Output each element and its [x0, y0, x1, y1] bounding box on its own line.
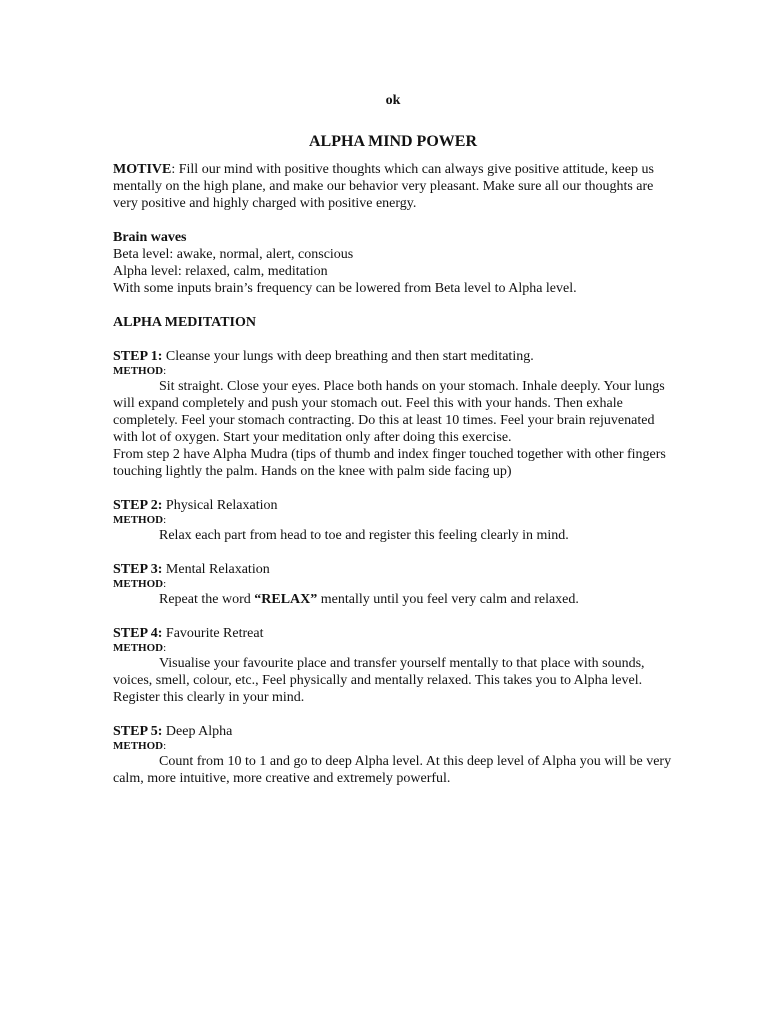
step-4-body: Visualise your favourite place and transfer yourself mentally to that place with sounds, voices, smell, colour, etc., Feel physically and mentally relaxed. This takes you to Alpha level. Register this clearly in your mind.	[113, 656, 645, 705]
step-1-header	[113, 348, 673, 365]
step-5-label: STEP 5:	[113, 724, 163, 739]
step-5-method-label	[113, 740, 673, 753]
brain-waves-section	[113, 229, 673, 297]
method-label-text: METHOD	[113, 365, 164, 377]
motive-label: MOTIVE	[113, 162, 172, 177]
method-label-text: METHOD	[113, 642, 164, 654]
motive-text: : Fill our mind with positive thoughts which can always give positive attitude, keep us mentally on the high plane, and make our behavior very pleasant. Make sure all our thoughts are very positive and highly charged with positive energy.	[113, 162, 654, 211]
step-4-title: Favourite Retreat	[162, 626, 264, 641]
step-2-header	[113, 497, 673, 514]
step-4	[113, 625, 673, 706]
step-5-header	[113, 723, 673, 740]
step-3-body	[113, 591, 673, 608]
step-1-body: Sit straight. Close your eyes. Place both hands on your stomach. Inhale deeply. Your lungs will expand completely and push your stomach out. Feel this with your hands. Then exhale completely. Feel your stomach contracting. Do this at least 10 times. Feel your brain rejuvenated with lot of oxygen. Start your meditation only after doing this exercise.	[113, 379, 665, 445]
step-2-body: Relax each part from head to toe and register this feeling clearly in mind.	[159, 528, 569, 543]
method-colon: :	[163, 740, 167, 752]
motive-paragraph	[113, 161, 673, 212]
step-3-header	[113, 561, 673, 578]
step-3-body-after: mentally until you feel very calm and relaxed.	[317, 592, 579, 607]
step-3	[113, 561, 673, 608]
method-colon: :	[163, 365, 167, 377]
method-label-text: METHOD	[113, 578, 164, 590]
beta-level-line: Beta level: awake, normal, alert, conscious	[113, 247, 354, 262]
frequency-line: With some inputs brain’s frequency can be lowered from Beta level to Alpha level.	[113, 281, 577, 296]
method-colon: :	[163, 514, 167, 526]
method-label-text: METHOD	[113, 514, 164, 526]
step-5-body: Count from 10 to 1 and go to deep Alpha level. At this deep level of Alpha you will be very calm, more intuitive, more creative and extremely powerful.	[113, 754, 672, 786]
document-body	[113, 92, 673, 804]
top-mark: ok	[385, 93, 401, 108]
step-1-label: STEP 1:	[113, 349, 163, 364]
method-label-text: METHOD	[113, 740, 164, 752]
relax-word: “RELAX”	[254, 592, 318, 607]
document-title: ALPHA MIND POWER	[309, 133, 477, 150]
step-4-method-label	[113, 642, 673, 655]
step-5-title: Deep Alpha	[162, 724, 233, 739]
step-2-method-label	[113, 514, 673, 527]
step-1	[113, 348, 673, 480]
alpha-meditation-heading: ALPHA MEDITATION	[113, 315, 256, 330]
alpha-level-line: Alpha level: relaxed, calm, meditation	[113, 264, 328, 279]
step-4-header	[113, 625, 673, 642]
step-2-label: STEP 2:	[113, 498, 163, 513]
step-5	[113, 723, 673, 787]
brain-waves-heading: Brain waves	[113, 230, 187, 245]
step-1-title: Cleanse your lungs with deep breathing and then start meditating.	[162, 349, 534, 364]
step-4-label: STEP 4:	[113, 626, 163, 641]
step-3-label: STEP 3:	[113, 562, 163, 577]
step-3-body-before: Repeat the word	[159, 592, 255, 607]
step-2-title: Physical Relaxation	[162, 498, 278, 513]
step-1-extra: From step 2 have Alpha Mudra (tips of thumb and index finger touched together with other fingers touching lightly the palm. Hands on the knee with palm side facing up)	[113, 447, 666, 479]
step-1-method-label	[113, 365, 673, 378]
method-colon: :	[163, 578, 167, 590]
method-colon: :	[163, 642, 167, 654]
step-2	[113, 497, 673, 544]
step-3-title: Mental Relaxation	[162, 562, 270, 577]
step-3-method-label	[113, 578, 673, 591]
